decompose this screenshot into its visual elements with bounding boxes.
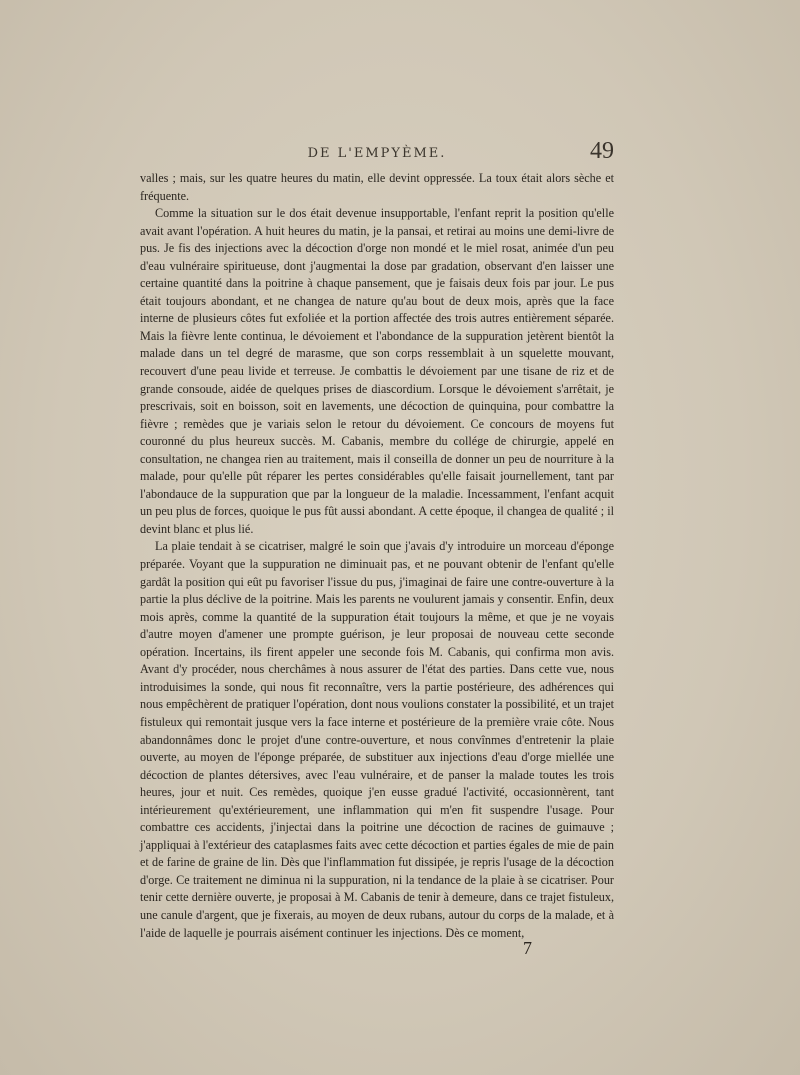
paragraph-1: valles ; mais, sur les quatre heures du matin, elle devint oppressée. La toux était alors sèche et fréquente. <box>140 171 614 203</box>
body-text <box>140 170 614 942</box>
signature-mark: 7 <box>523 938 532 958</box>
page-number: 49 <box>590 138 614 164</box>
paragraph-3: La plaie tendait à se cicatriser, malgré le soin que j'avais d'y introduire un morceau d'éponge préparée. Voyant que la suppuration ne diminuait pas, et ne pouvant obtenir de l'enfant qu'elle gardât la position qui eût pu favoriser l'issue du pus, j'imaginai de faire une contre-ouverture à la partie la plus déclive de la poitrine. Mais les parents ne voulurent jamais y consentir. Enfin, deux mois après, comme la quantité de la suppuration était toujours la même, et que je ne voyais d'autre moyen d'amener une prompte guérison, je leur proposai de nouveau cette seconde opération. Incertains, ils firent appeler une seconde fois M. Cabanis, qui confirma mon avis. Avant d'y procéder, nous cherchâmes à nous assurer de l'état des parties. Dans cette vue, nous introduisimes la sonde, qui nous fit reconnaître, vers la partie postérieure, des adhérences qui nous empêchèrent de pratiquer l'opération, dont nous voulions constater la possibilité, et un trajet fistuleux qui remontait jusque vers la face interne et postérieure de la première vraie côte. Nous abandonnâmes donc le projet d'une contre-ouverture, et nous convînmes d'entretenir la plaie ouverte, au moyen de l'éponge préparée, de substituer aux injections d'eau d'orge miellée une décoction de plantes détersives, avec l'eau vulnéraire, et de panser la malade toutes les trois heures, jour et nuit. Ces remèdes, quoique j'en eusse gradué l'activité, occasionnèrent, tant intérieurement qu'extérieurement, une inflammation qui m'en fit suspendre l'usage. Pour combattre ces accidents, j'injectai dans la poitrine une décoction de racines de guimauve ; j'appliquai à l'extérieur des cataplasmes faits avec cette décoction et parties égales de mie de pain et de farine de graine de lin. Dès que l'inflammation fut dissipée, je repris l'usage de la décoction d'orge. Ce traitement ne diminua ni la suppuration, ni la tendance de la plaie à se cicatriser. Pour tenir cette dernière ouverte, je proposai à M. Cabanis de tenir à demeure, dans ce trajet fistuleux, une canule d'argent, que je fixerais, au moyen de deux rubans, autour du corps de la malade, et à l'aide de laquelle je pourrais aisément continuer les injections. Dès ce moment, <box>140 539 614 940</box>
paragraph-2: Comme la situation sur le dos était devenue insupportable, l'enfant reprit la position qu'elle avait avant l'opération. A huit heures du matin, je la pansai, et retirai au moins une demi-livre de pus. Je fis des injections avec la décoction d'orge non mondé et le miel rosat, animée d'un peu d'eau vulnéraire spiritueuse, dont j'augmentai la dose par gradation, observant d'en laisser une certaine quantité dans la poitrine à chaque pansement, que je faisais deux fois par jour. Le pus était toujours abondant, et ne changea de nature qu'au bout de deux mois, après que la face interne de plusieurs côtes fut exfoliée et la portion affectée des trois autres entièrement séparée. Mais la fièvre lente continua, le dévoiement et l'abondance de la suppuration jetèrent bientôt la malade dans un tel degré de marasme, que son corps ressemblait à un squelette mouvant, recouvert d'une peau livide et terreuse. Je combattis le dévoiement par une tisane de riz et de grande consoude, aidée de quelques prises de diascordium. Lorsque le dévoiement s'arrêtait, je prescrivais, soit en boisson, soit en lavements, une décoction de quinquina, pour combattre la fièvre ; remèdes que je variais selon le retour du dévoiement. Ce concours de moyens fut couronné du plus heureux succès. M. Cabanis, membre du collége de chirurgie, appelé en consultation, ne changea rien au traitement, mais il conseilla de donner un peu de nourriture à la malade, pour qu'elle pût réparer les pertes considérables qu'elle faisait journellement, tant par l'abondauce de la suppuration que par la longueur de la maladie. Incessamment, l'enfant acquit un peu plus de forces, quoique le pus fût aussi abondant. A cette époque, il changea de qualité ; il devint blanc et plus lié. <box>140 206 614 536</box>
page-header <box>140 138 614 168</box>
running-head: DE L'EMPYÈME. <box>307 146 447 161</box>
